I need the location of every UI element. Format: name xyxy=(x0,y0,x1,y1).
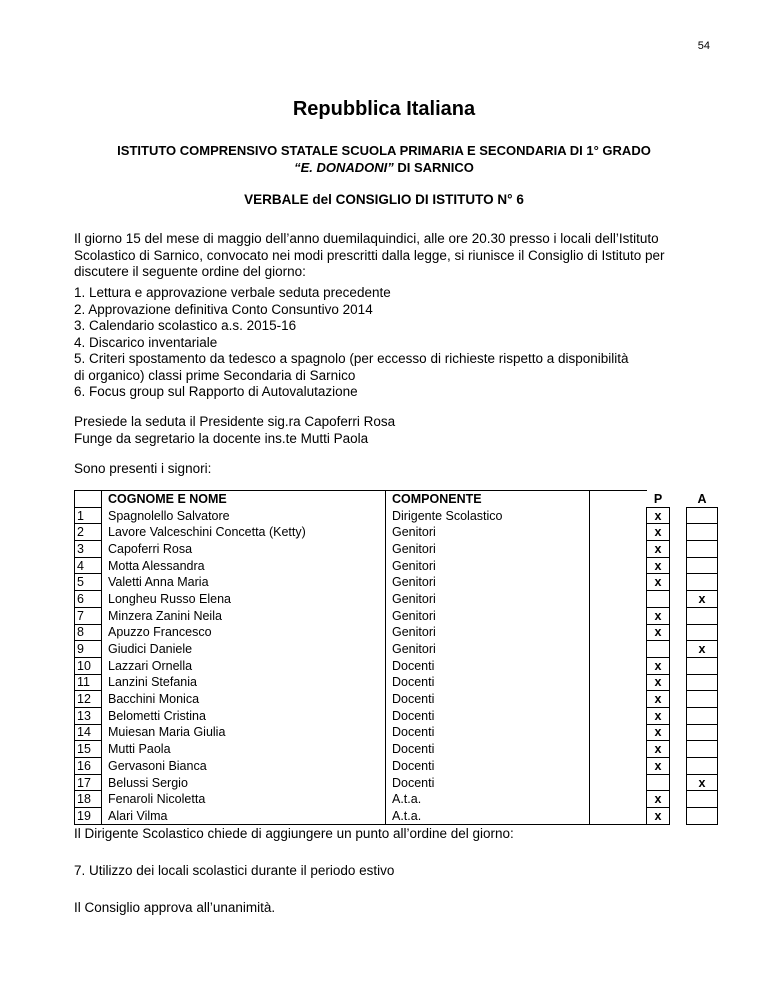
member-name: Minzera Zanini Neila xyxy=(102,607,386,624)
member-name: Spagnolello Salvatore xyxy=(102,507,386,524)
presente-mark: x xyxy=(647,557,670,574)
row-spacer xyxy=(590,657,647,674)
row-gap xyxy=(670,758,687,775)
row-gap xyxy=(670,791,687,808)
assente-mark xyxy=(687,691,718,708)
row-gap xyxy=(670,557,687,574)
presente-mark: x xyxy=(647,741,670,758)
presente-mark: x xyxy=(647,524,670,541)
row-gap xyxy=(670,808,687,825)
member-componente: Docenti xyxy=(386,674,590,691)
presente-mark: x xyxy=(647,657,670,674)
member-name: Lanzini Stefania xyxy=(102,674,386,691)
table-row xyxy=(75,524,718,541)
presiede-line: Presiede la seduta il Presidente sig.ra Capoferri Rosa xyxy=(74,414,396,429)
row-number: 3 xyxy=(75,541,102,558)
assente-mark xyxy=(687,741,718,758)
header-componente: COMPONENTE xyxy=(386,491,590,508)
table-row xyxy=(75,557,718,574)
members-table xyxy=(74,490,718,825)
row-spacer xyxy=(590,774,647,791)
member-name: Giudici Daniele xyxy=(102,641,386,658)
member-name: Capoferri Rosa xyxy=(102,541,386,558)
member-componente: Docenti xyxy=(386,774,590,791)
row-spacer xyxy=(590,574,647,591)
row-spacer xyxy=(590,591,647,608)
assente-mark xyxy=(687,791,718,808)
member-componente: Docenti xyxy=(386,707,590,724)
row-spacer xyxy=(590,741,647,758)
row-spacer xyxy=(590,557,647,574)
assente-mark xyxy=(687,607,718,624)
row-gap xyxy=(670,691,687,708)
member-componente: Genitori xyxy=(386,607,590,624)
assente-mark xyxy=(687,657,718,674)
row-spacer xyxy=(590,707,647,724)
member-componente: Genitori xyxy=(386,624,590,641)
row-gap xyxy=(670,524,687,541)
assente-mark xyxy=(687,541,718,558)
presente-mark: x xyxy=(647,724,670,741)
row-spacer xyxy=(590,641,647,658)
table-row xyxy=(75,707,718,724)
row-spacer xyxy=(590,624,647,641)
presenti-label: Sono presenti i signori: xyxy=(74,461,212,476)
row-number: 17 xyxy=(75,774,102,791)
table-row xyxy=(75,641,718,658)
row-gap xyxy=(670,607,687,624)
header-nome: COGNOME E NOME xyxy=(102,491,386,508)
institute-location: DI SARNICO xyxy=(393,160,474,175)
row-spacer xyxy=(590,507,647,524)
presente-mark: x xyxy=(647,574,670,591)
agenda-item: 4. Discarico inventariale xyxy=(74,334,218,350)
table-row xyxy=(75,674,718,691)
presente-mark: x xyxy=(647,607,670,624)
row-gap xyxy=(670,541,687,558)
member-componente: Docenti xyxy=(386,724,590,741)
member-componente: A.t.a. xyxy=(386,808,590,825)
presente-mark: x xyxy=(647,808,670,825)
member-name: Muiesan Maria Giulia xyxy=(102,724,386,741)
member-componente: A.t.a. xyxy=(386,791,590,808)
institute-heading xyxy=(0,142,768,176)
member-name: Apuzzo Francesco xyxy=(102,624,386,641)
assente-mark xyxy=(687,724,718,741)
member-componente: Genitori xyxy=(386,524,590,541)
agenda-item: 2. Approvazione definitiva Conto Consuntivo 2014 xyxy=(74,301,373,317)
presente-mark: x xyxy=(647,758,670,775)
institute-name: “E. DONADONI” xyxy=(294,160,394,175)
table-row xyxy=(75,591,718,608)
assente-mark xyxy=(687,707,718,724)
agenda-item-7: 7. Utilizzo dei locali scolastici durante il periodo estivo xyxy=(74,863,395,878)
row-gap xyxy=(670,774,687,791)
row-number: 11 xyxy=(75,674,102,691)
row-number: 6 xyxy=(75,591,102,608)
header-gap xyxy=(670,491,687,508)
assente-mark xyxy=(687,524,718,541)
member-name: Motta Alessandra xyxy=(102,557,386,574)
presente-mark: x xyxy=(647,691,670,708)
assente-mark: x xyxy=(687,774,718,791)
member-name: Lavore Valceschini Concetta (Ketty) xyxy=(102,524,386,541)
row-gap xyxy=(670,657,687,674)
assente-mark: x xyxy=(687,641,718,658)
page-number: 54 xyxy=(697,40,710,52)
table-row xyxy=(75,691,718,708)
segretario-line: Funge da segretario la docente ins.te Mutti Paola xyxy=(74,430,369,446)
row-gap xyxy=(670,641,687,658)
header-number xyxy=(75,491,102,508)
row-spacer xyxy=(590,791,647,808)
agenda-item: 1. Lettura e approvazione verbale seduta precedente xyxy=(74,285,391,300)
assente-mark xyxy=(687,674,718,691)
member-componente: Docenti xyxy=(386,758,590,775)
member-name: Mutti Paola xyxy=(102,741,386,758)
row-number: 2 xyxy=(75,524,102,541)
row-number: 13 xyxy=(75,707,102,724)
presente-mark xyxy=(647,641,670,658)
table-row xyxy=(75,624,718,641)
table-row xyxy=(75,724,718,741)
table-row xyxy=(75,657,718,674)
row-spacer xyxy=(590,724,647,741)
presente-mark: x xyxy=(647,791,670,808)
row-number: 7 xyxy=(75,607,102,624)
row-number: 9 xyxy=(75,641,102,658)
presente-mark: x xyxy=(647,541,670,558)
row-number: 5 xyxy=(75,574,102,591)
row-number: 19 xyxy=(75,808,102,825)
agenda-item: 6. Focus group sul Rapporto di Autovalutazione xyxy=(74,384,358,399)
member-name: Gervasoni Bianca xyxy=(102,758,386,775)
row-spacer xyxy=(590,674,647,691)
row-number: 14 xyxy=(75,724,102,741)
intro-paragraph: Il giorno 15 del mese di maggio dell’anno duemilaquindici, alle ore 20.30 presso i locali dell’Istituto Scolastico di Sarnico, convocato nei modi prescritti dalla legge, si riunisce il Consiglio di Istituto per discutere il seguente ordine del giorno: xyxy=(74,231,665,279)
row-number: 1 xyxy=(75,507,102,524)
row-number: 8 xyxy=(75,624,102,641)
member-componente: Genitori xyxy=(386,591,590,608)
row-spacer xyxy=(590,524,647,541)
table-row xyxy=(75,791,718,808)
row-spacer xyxy=(590,758,647,775)
assente-mark xyxy=(687,574,718,591)
row-gap xyxy=(670,741,687,758)
verbale-title: VERBALE del CONSIGLIO DI ISTITUTO N° 6 xyxy=(244,192,524,207)
member-componente: Docenti xyxy=(386,657,590,674)
member-name: Belometti Cristina xyxy=(102,707,386,724)
row-gap xyxy=(670,624,687,641)
row-number: 18 xyxy=(75,791,102,808)
row-gap xyxy=(670,724,687,741)
table-row xyxy=(75,574,718,591)
presente-mark: x xyxy=(647,707,670,724)
row-number: 4 xyxy=(75,557,102,574)
row-spacer xyxy=(590,541,647,558)
table-row xyxy=(75,774,718,791)
row-gap xyxy=(670,591,687,608)
member-componente: Genitori xyxy=(386,574,590,591)
table-row xyxy=(75,808,718,825)
agenda-item: di organico) classi prime Secondaria di Sarnico xyxy=(74,367,356,383)
header-spacer xyxy=(590,491,647,508)
presente-mark: x xyxy=(647,507,670,524)
member-name: Bacchini Monica xyxy=(102,691,386,708)
assente-mark: x xyxy=(687,591,718,608)
header-assente: A xyxy=(697,491,707,506)
table-header-row xyxy=(75,491,718,508)
row-gap xyxy=(670,707,687,724)
row-spacer xyxy=(590,808,647,825)
approval-statement: Il Consiglio approva all’unanimità. xyxy=(74,900,276,915)
presidency-block xyxy=(74,414,714,447)
presente-mark xyxy=(647,591,670,608)
row-number: 10 xyxy=(75,657,102,674)
member-componente: Docenti xyxy=(386,741,590,758)
header-presente: P xyxy=(653,491,663,506)
agenda-item: 3. Calendario scolastico a.s. 2015-16 xyxy=(74,318,297,333)
member-componente: Genitori xyxy=(386,557,590,574)
table-row xyxy=(75,507,718,524)
table-row xyxy=(75,541,718,558)
row-gap xyxy=(670,507,687,524)
agenda-list xyxy=(74,285,714,401)
presente-mark xyxy=(647,774,670,791)
member-name: Alari Vilma xyxy=(102,808,386,825)
table-row xyxy=(75,758,718,775)
member-componente: Dirigente Scolastico xyxy=(386,507,590,524)
member-name: Longheu Russo Elena xyxy=(102,591,386,608)
dirigente-request: Il Dirigente Scolastico chiede di aggiungere un punto all’ordine del giorno: xyxy=(74,826,514,841)
row-gap xyxy=(670,574,687,591)
row-number: 12 xyxy=(75,691,102,708)
assente-mark xyxy=(687,557,718,574)
row-spacer xyxy=(590,607,647,624)
row-spacer xyxy=(590,691,647,708)
row-number: 15 xyxy=(75,741,102,758)
row-number: 16 xyxy=(75,758,102,775)
assente-mark xyxy=(687,808,718,825)
row-gap xyxy=(670,674,687,691)
table-row xyxy=(75,741,718,758)
member-componente: Docenti xyxy=(386,691,590,708)
table-row xyxy=(75,607,718,624)
member-name: Belussi Sergio xyxy=(102,774,386,791)
member-componente: Genitori xyxy=(386,641,590,658)
institute-line-1: ISTITUTO COMPRENSIVO STATALE SCUOLA PRIMARIA E SECONDARIA DI 1° GRADO xyxy=(117,143,651,158)
assente-mark xyxy=(687,624,718,641)
member-name: Lazzari Ornella xyxy=(102,657,386,674)
institute-line-2 xyxy=(0,159,768,176)
document-title: Repubblica Italiana xyxy=(292,98,476,120)
assente-mark xyxy=(687,758,718,775)
presente-mark: x xyxy=(647,674,670,691)
member-name: Valetti Anna Maria xyxy=(102,574,386,591)
agenda-item: 5. Criteri spostamento da tedesco a spagnolo (per eccesso di richieste rispetto a disponibilità xyxy=(74,351,629,366)
assente-mark xyxy=(687,507,718,524)
member-componente: Genitori xyxy=(386,541,590,558)
presente-mark: x xyxy=(647,624,670,641)
member-name: Fenaroli Nicoletta xyxy=(102,791,386,808)
